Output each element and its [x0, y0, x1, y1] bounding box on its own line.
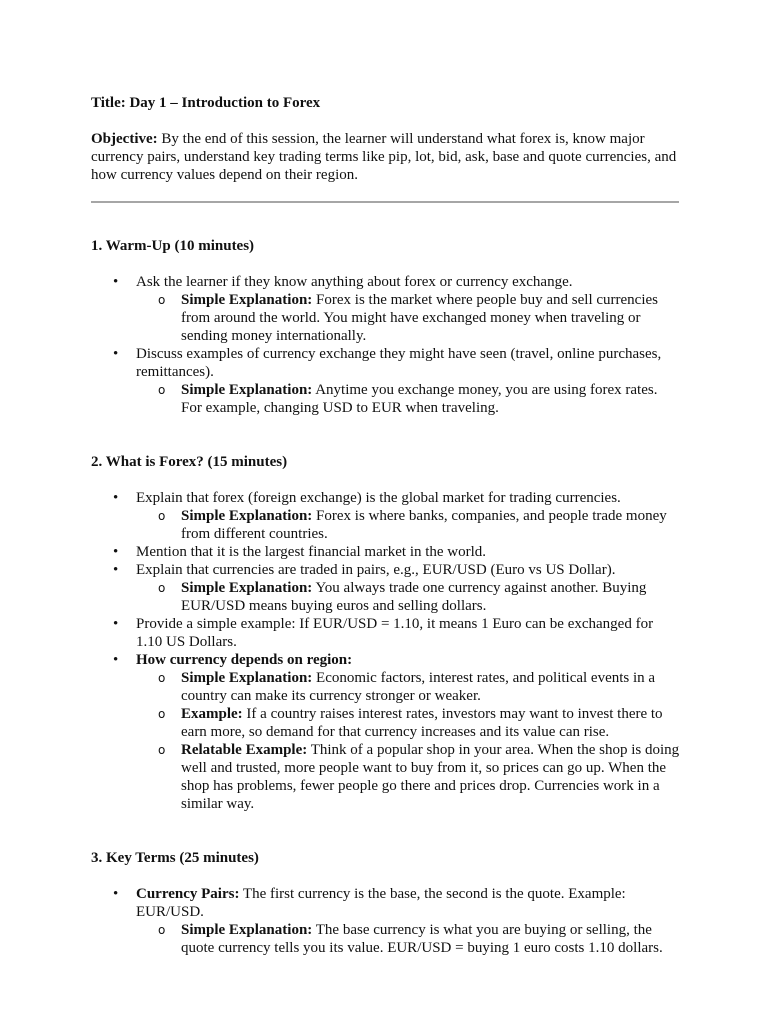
sub-item-label: Simple Explanation:: [181, 508, 313, 524]
sub-item-text: If a country raises interest rates, investors may want to invest there to earn more, so demand for that currency increases and its value can rise.: [181, 706, 663, 740]
document-content: [91, 94, 681, 957]
bullet-icon: •: [113, 544, 119, 560]
list-item: [91, 885, 681, 957]
sub-item-text: You always trade one currency against another. Buying EUR/USD means buying euros and selling dollars.: [181, 580, 647, 614]
objective-label: Objective:: [91, 131, 158, 147]
sub-item-label: Relatable Example:: [181, 742, 308, 758]
list-item-body: Mention that it is the largest financial market in the world.: [136, 544, 487, 560]
list-item-bold-label: Currency Pairs:: [136, 886, 240, 902]
list-item-body: Explain that currencies are traded in pairs, e.g., EUR/USD (Euro vs US Dollar).: [136, 562, 616, 578]
circle-bullet-icon: o: [158, 671, 166, 685]
bullet-icon: •: [113, 490, 119, 506]
sub-list-item: [136, 705, 681, 741]
sub-bullet-list: [136, 579, 681, 615]
list-item-text: [136, 562, 615, 578]
list-item-bold-label: How currency depends on region:: [136, 652, 353, 668]
circle-bullet-icon: o: [158, 509, 166, 523]
section-heading: 3. Key Terms (25 minutes): [91, 850, 259, 866]
list-item-text: [136, 652, 352, 668]
sub-bullet-list: [136, 291, 681, 345]
objective-paragraph: [91, 130, 681, 184]
sub-item-label: Simple Explanation:: [181, 292, 313, 308]
section-heading: 2. What is Forex? (15 minutes): [91, 454, 288, 470]
sub-list-item: [136, 381, 681, 417]
sub-list-item: [136, 579, 681, 615]
list-item-text: [136, 616, 653, 650]
sub-bullet-list: [136, 921, 681, 957]
sections-container: [91, 237, 681, 957]
list-item-body: Explain that forex (foreign exchange) is the global market for trading currencies.: [136, 490, 621, 506]
circle-bullet-icon: o: [158, 707, 166, 721]
sub-item-text: Think of a popular shop in your area. When the shop is doing well and trusted, more people want to buy from it, so prices can go up. When the shop has problems, fewer people go there and prices drop. Currencies work in a similar way.: [181, 742, 680, 812]
sub-list-item: [136, 741, 681, 813]
sub-item-label: Simple Explanation:: [181, 922, 313, 938]
objective-text: By the end of this session, the learner will understand what forex is, know major currency pairs, understand key trading terms like pip, lot, bid, ask, base and quote currencies, and how currency values depend on their region.: [91, 131, 677, 183]
list-item: [91, 651, 681, 813]
circle-bullet-icon: o: [158, 581, 166, 595]
sub-item-label: Simple Explanation:: [181, 382, 313, 398]
bullet-icon: •: [113, 886, 119, 902]
sub-item-label: Simple Explanation:: [181, 670, 313, 686]
sub-bullet-list: [136, 669, 681, 813]
sub-item-label: Simple Explanation:: [181, 580, 313, 596]
sub-bullet-list: [136, 507, 681, 543]
sub-item-text: The base currency is what you are buying or selling, the quote currency tells you its value. EUR/USD = buying 1 euro costs 1.10 dollars.: [181, 922, 663, 956]
bullet-list: [91, 273, 681, 417]
bullet-icon: •: [113, 562, 119, 578]
list-item-body: The first currency is the base, the second is the quote. Example: EUR/USD.: [136, 886, 626, 920]
list-item-text: [136, 886, 626, 920]
sub-item-text: Anytime you exchange money, you are using forex rates. For example, changing USD to EUR when traveling.: [181, 382, 658, 416]
bullet-list: [91, 885, 681, 957]
sub-item-text: Economic factors, interest rates, and political events in a country can make its currency stronger or weaker.: [181, 670, 656, 704]
circle-bullet-icon: o: [158, 383, 166, 397]
list-item: [91, 345, 681, 417]
list-item: [91, 489, 681, 543]
bullet-icon: •: [113, 346, 119, 362]
sub-item-text: Forex is where banks, companies, and people trade money from different countries.: [181, 508, 667, 542]
circle-bullet-icon: o: [158, 743, 166, 757]
sub-list-item: [136, 921, 681, 957]
document-title: Title: Day 1 – Introduction to Forex: [91, 95, 321, 111]
sub-list-item: [136, 507, 681, 543]
sub-list-item: [136, 669, 681, 705]
sub-item-text: Forex is the market where people buy and sell currencies from around the world. You might have exchanged money when traveling or sending money internationally.: [181, 292, 658, 344]
list-item-body: Ask the learner if they know anything about forex or currency exchange.: [136, 274, 573, 290]
list-item-text: [136, 346, 661, 380]
list-item-text: [136, 544, 486, 560]
bullet-list: [91, 489, 681, 813]
bullet-icon: •: [113, 652, 119, 668]
horizontal-divider: [91, 201, 679, 203]
bullet-icon: •: [113, 616, 119, 632]
list-item: [91, 543, 681, 561]
sub-item-label: Example:: [181, 706, 243, 722]
sub-bullet-list: [136, 381, 681, 417]
list-item-text: [136, 274, 573, 290]
list-item: [91, 561, 681, 615]
section-heading: 1. Warm-Up (10 minutes): [91, 238, 255, 254]
list-item-body: Provide a simple example: If EUR/USD = 1.10, it means 1 Euro can be exchanged for 1.10 US Dollars.: [136, 616, 654, 650]
list-item-body: Discuss examples of currency exchange they might have seen (travel, online purchases, remittances).: [136, 346, 662, 380]
list-item: [91, 273, 681, 345]
circle-bullet-icon: o: [158, 293, 166, 307]
sub-list-item: [136, 291, 681, 345]
list-item-text: [136, 490, 621, 506]
list-item: [91, 615, 681, 651]
bullet-icon: •: [113, 274, 119, 290]
circle-bullet-icon: o: [158, 923, 166, 937]
